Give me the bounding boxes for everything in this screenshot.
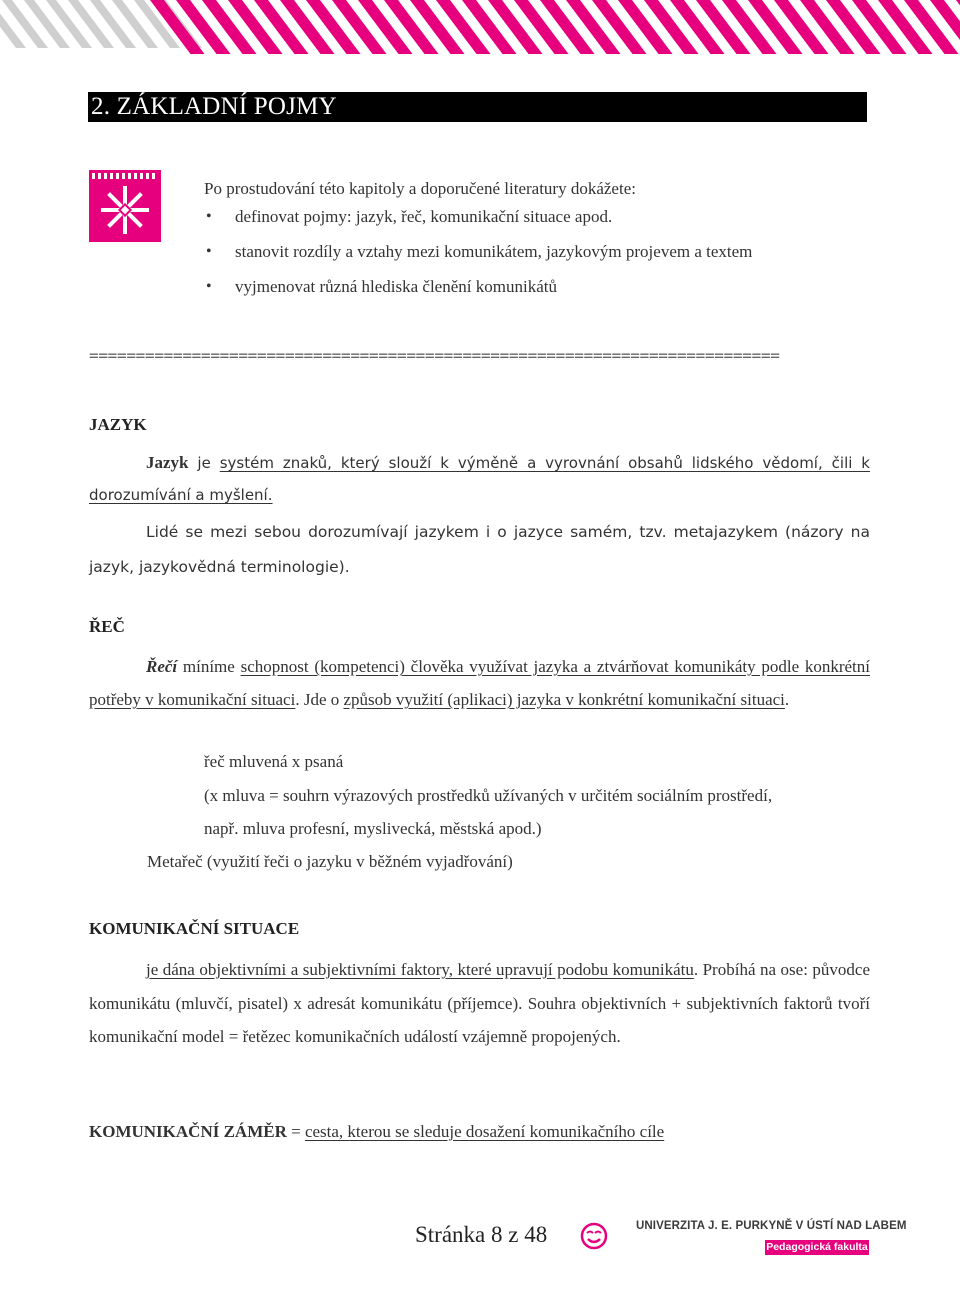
list-item: • stanovit rozdíly a vztahy mezi komunikátem, jazykovým projevem a textem — [204, 241, 752, 276]
section-heading-situace: KOMUNIKAČNÍ SITUACE — [89, 919, 300, 938]
jazyk-paragraph: Lidé se mezi sebou dorozumívají jazykem i o jazyce samém, tzv. metajazykem (názory na jazyk, jazykovědná terminologie). — [89, 523, 870, 576]
separator-line: ========================================================================== — [89, 346, 780, 365]
rec-line: (x mluva = souhrn výrazových prostředků užívaných v určitém sociálním prostředí, — [204, 786, 773, 805]
smiley-icon — [580, 1222, 608, 1250]
objectives-intro: Po prostudování této kapitoly a doporučené literatury dokážete: — [204, 179, 636, 198]
decorative-stripes — [0, 0, 960, 62]
rec-definition: Řečí míníme schopnost (kompetenci) člověka využívat jazyka a ztvárňovat komunikáty podle konkrétní potřeby v komunikační situaci. Jde o způsob využití (aplikaci) jazyka v konkrétní komunikační situaci. — [89, 657, 870, 709]
stripe — [68, 0, 114, 48]
rec-line: např. mluva profesní, myslivecká, městská apod.) — [204, 819, 542, 838]
stripe — [90, 0, 136, 48]
stripe — [112, 0, 158, 48]
faculty-badge: Pedagogická fakulta — [766, 1241, 868, 1253]
stripe — [2, 0, 48, 48]
jazyk-definition-text: systém znaků, který slouží k výměně a vyrovnání obsahů lidského vědomí, čili k dorozumívání a myšlení. — [89, 454, 870, 504]
objectives-list — [204, 206, 752, 311]
section-heading-zamer: KOMUNIKAČNÍ ZÁMĚR — [89, 1122, 287, 1141]
list-item: • definovat pojmy: jazyk, řeč, komunikační situace apod. — [204, 206, 752, 241]
term-reci: Řečí — [146, 657, 178, 676]
jazyk-definition: Jazyk je systém znaků, který slouží k výměně a vyrovnání obsahů lidského vědomí, čili k dorozumívání a myšlení. — [89, 453, 870, 504]
chapter-title: 2. ZÁKLADNÍ POJMY — [88, 92, 867, 122]
situace-paragraph: je dána objektivními a subjektivními faktory, které upravují podobu komunikátu. Probíhá na ose: původce komunikátu (mluvčí, pisatel) x adresát komunikátu (příjemce). Souhra objektivních + subjektivních faktorů tvoří komunikační model = řetězec komunikačních událostí vzájemně propojených. — [89, 960, 871, 1046]
snowflake-icon — [89, 170, 161, 242]
list-item: • vyjmenovat různá hlediska členění komunikátů — [204, 276, 752, 311]
term-jazyk: Jazyk — [146, 453, 189, 472]
page-number: Stránka 8 z 48 — [415, 1222, 548, 1247]
section-heading-rec: ŘEČ — [89, 617, 125, 636]
section-heading-jazyk: JAZYK — [89, 415, 147, 434]
stripe — [46, 0, 92, 48]
university-name: UNIVERZITA J. E. PURKYNĚ V ÚSTÍ NAD LABEM — [636, 1220, 907, 1232]
rec-line: řeč mluvená x psaná — [204, 752, 344, 771]
zamer-line: KOMUNIKAČNÍ ZÁMĚR = cesta, kterou se sleduje dosažení komunikačního cíle — [89, 1122, 665, 1141]
metarec-line: Metařeč (využití řeči o jazyku v běžném vyjadřování) — [147, 852, 513, 871]
stripe — [24, 0, 70, 48]
